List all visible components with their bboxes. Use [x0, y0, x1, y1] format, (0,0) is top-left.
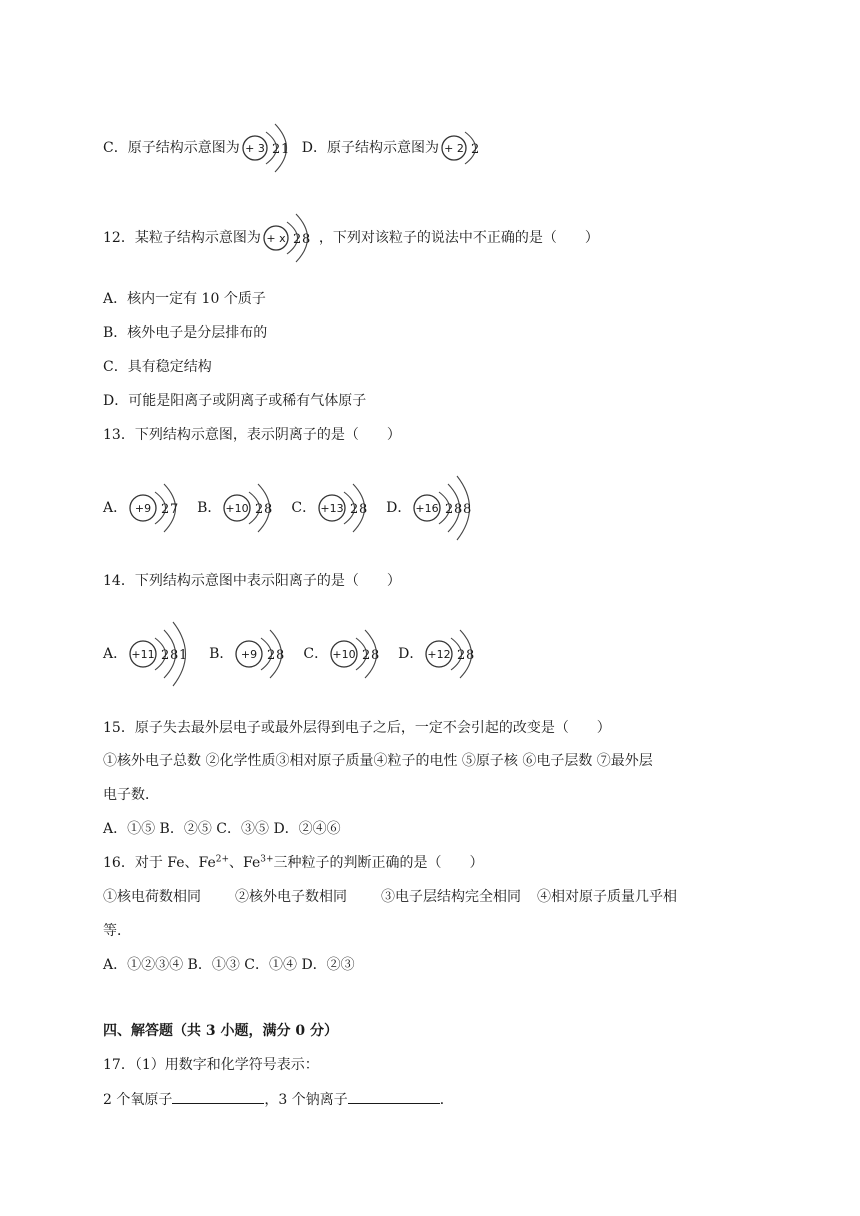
q13-option-c-diagram	[316, 463, 386, 553]
q15-items-line1: ①核外电子总数 ②化学性质③相对原子质量④粒子的电性 ⑤原子核 ⑥电子层数 ⑦最外层	[103, 753, 653, 769]
shell-electron-count: 8	[359, 502, 368, 517]
q13-option-d-label: D．	[386, 500, 412, 516]
q13-stem: 13．下列结构示意图，表示阴离子的是（ ）	[103, 427, 401, 443]
q12-option-b: B．核外电子是分层排布的	[103, 325, 268, 341]
q11-option-c-diagram	[240, 110, 302, 186]
q16-items-line2: 等．	[103, 923, 131, 939]
q16-stem-post: 三种粒子的判断正确的是（ ）	[273, 855, 484, 871]
shell-electron-count: 8	[463, 502, 472, 517]
nucleus-charge: + 3	[244, 142, 265, 155]
shell-electron-count: 2	[161, 648, 170, 663]
q14-options-row	[103, 606, 493, 702]
q16-item-3: ③电子层结构完全相同	[381, 889, 521, 905]
shell-electron-count: 1	[280, 142, 289, 157]
q16-items	[103, 887, 677, 907]
q13-option-b-diagram	[221, 463, 291, 553]
shell-electron-count: 8	[276, 648, 285, 663]
q17-answer-blank-b[interactable]	[348, 1089, 440, 1104]
q11-option-d-text: D．原子结构示意图为	[301, 140, 439, 156]
shell-electron-count: 2	[267, 648, 276, 663]
q14-stem: 14．下列结构示意图中表示阳离子的是（ ）	[103, 573, 401, 589]
q14-option-d-label: D．	[398, 646, 424, 662]
q16-stem-pre: 16．对于 Fe、Fe	[103, 855, 216, 871]
q12-stem-post: ，下列对该粒子的说法中不正确的是（ ）	[318, 230, 599, 246]
q13-option-d-diagram	[411, 460, 497, 556]
q12-stem-pre: 12．某粒子结构示意图为	[103, 230, 261, 246]
shell-electron-count: 2	[292, 232, 302, 247]
q11-option-c-text: C．原子结构示意图为	[103, 140, 240, 156]
shell-electron-count: 2	[350, 502, 359, 517]
q17-fill-a-label: 2 个氧原子	[103, 1092, 173, 1108]
q12-option-c: C．具有稳定结构	[103, 359, 212, 375]
shell-electron-count: 8	[454, 502, 463, 517]
nucleus-charge: +9	[135, 502, 152, 515]
shell-electron-count: 2	[362, 648, 371, 663]
q15-stem: 15．原子失去最外层电子或最外层得到电子之后，一定不会引起的改变是（ ）	[103, 720, 611, 736]
q16-stem	[103, 853, 484, 873]
q17-fill-b-label: 3 个钠离子	[278, 1092, 348, 1108]
q17-answer-blank-a[interactable]	[172, 1089, 264, 1104]
q17-separator: ，	[264, 1092, 279, 1108]
q16-item-1: ①核电荷数相同	[103, 889, 201, 905]
shell-electron-count: 8	[264, 502, 273, 517]
q16-options: A．①②③④ B．①③ C．①④ D．②③	[103, 957, 355, 973]
q12-stem	[103, 202, 599, 274]
shell-electron-count: 2	[445, 502, 454, 517]
nucleus-charge: + 2	[444, 142, 464, 155]
q12-diagram	[261, 202, 319, 274]
section-heading: 四、解答题（共 3 小题，满分 0 分）	[103, 1023, 338, 1039]
q13-option-a-diagram	[127, 463, 197, 553]
shell-electron-count: 8	[466, 648, 475, 663]
q13-option-b-label: B．	[197, 500, 222, 516]
nucleus-charge: +12	[427, 648, 451, 661]
q15-items-line2: 电子数．	[103, 787, 159, 803]
nucleus-charge: +11	[131, 648, 155, 661]
q14-option-b-diagram	[233, 612, 303, 696]
shell-electron-count: 2	[457, 648, 466, 663]
shell-electron-count: 7	[170, 502, 179, 517]
q14-option-a-diagram	[127, 606, 209, 702]
shell-electron-count: 8	[301, 232, 311, 247]
q14-option-d-diagram	[423, 612, 493, 696]
q11-option-d-diagram	[439, 118, 489, 178]
shell-electron-count: 2	[470, 142, 480, 157]
q16-sup-fe2: 2+	[215, 854, 230, 865]
shell-electron-count: 1	[179, 648, 188, 663]
nucleus-charge: +9	[241, 648, 258, 661]
q17-stem: 17．（1）用数字和化学符号表示：	[103, 1057, 319, 1073]
q16-item-4: ④相对原子质量几乎相	[537, 889, 677, 905]
q14-option-a-label: A．	[103, 646, 128, 662]
q17-end: ．	[439, 1092, 454, 1108]
shell-electron-count: 2	[255, 502, 264, 517]
q14-option-c-label: C．	[303, 646, 329, 662]
q13-option-a-label: A．	[103, 500, 128, 516]
q15-options: A．①⑤ B．②⑤ C．③⑤ D．②④⑥	[103, 821, 341, 837]
q14-option-b-label: B．	[209, 646, 234, 662]
nucleus-charge: +13	[320, 502, 344, 515]
q13-option-c-label: C．	[291, 500, 317, 516]
shell-electron-count: 8	[170, 648, 179, 663]
q16-stem-mid: 、Fe	[229, 855, 261, 871]
q14-option-c-diagram	[328, 612, 398, 696]
shell-electron-count: 2	[161, 502, 170, 517]
q16-sup-fe3: 3+	[260, 854, 274, 865]
nucleus-charge: +10	[225, 502, 250, 515]
q12-option-a: A．核内一定有 10 个质子	[103, 291, 266, 307]
q17-fill-row	[103, 1089, 454, 1110]
nucleus-charge: +10	[332, 648, 356, 661]
nucleus-charge: + x	[266, 232, 286, 245]
q11-options-row	[103, 110, 489, 186]
q12-option-d: D．可能是阳离子或阴离子或稀有气体原子	[103, 393, 367, 409]
q16-item-2: ②核外电子数相同	[235, 889, 347, 905]
q13-options-row	[103, 460, 497, 556]
nucleus-charge: +16	[415, 502, 439, 515]
shell-electron-count: 8	[371, 648, 380, 663]
shell-electron-count: 2	[271, 142, 280, 157]
